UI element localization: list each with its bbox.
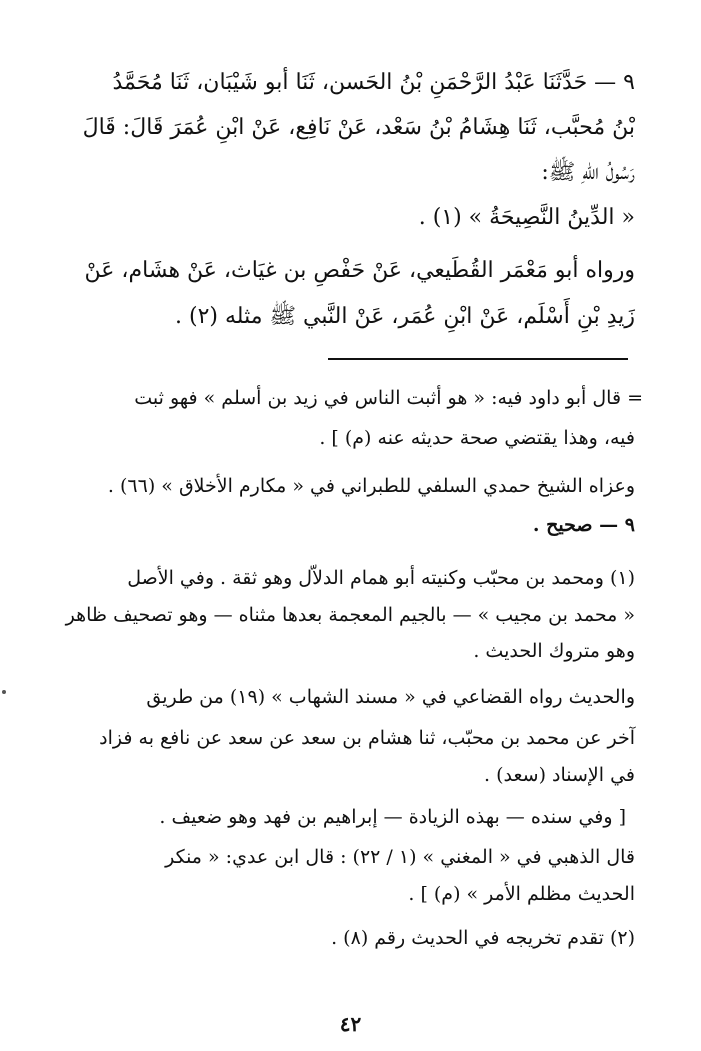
- hadith-text: « الدِّينُ النَّصِيحَةُ » (١) .: [418, 205, 635, 230]
- hadith-line-6: زَيدِ بْنِ أَسْلَم، عَنْ ابْنِ عُمَر، عَنْ النَّبي ﷺ مثله (٢) .: [175, 304, 635, 329]
- page-number: ٤٢: [339, 1012, 362, 1036]
- footnote-separator: [328, 358, 628, 360]
- footnote-line-10: في الإسناد (سعد) .: [484, 764, 635, 786]
- footnote-line-11: [ وفي سنده — بهذه الزيادة — إبراهيم بن فهد وهو ضعيف .: [159, 806, 626, 828]
- grading-heading: ٩ — صحيح .: [532, 514, 635, 536]
- footnote-line-1: = قال أبو داود فيه: « هو أثبت الناس في زيد بن أسلم » فهو ثبت: [134, 387, 643, 409]
- hadith-line-5: ورواه أبو مَعْمَر القُطَيعي، عَنْ حَفْصِ بن غيَاث، عَنْ هشَام، عَنْ: [84, 258, 635, 283]
- footnote-line-5: (١) ومحمد بن محبّب وكنيته أبو همام الدلاّل وهو ثقة . وفي الأصل: [127, 567, 635, 589]
- footnote-line-12: قال الذهبي في « المغني » (١ / ٢٢) : قال ابن عدي: « منكر: [165, 846, 635, 868]
- footnote-line-6: « محمد بن مجيب » — بالجيم المعجمة بعدها مثناه — وهو تصحيف ظاهر: [65, 604, 635, 626]
- footnote-line-9: آخر عن محمد بن محبّب، ثنا هشام بن سعد عن سعد عن نافع به فزاد: [99, 727, 635, 749]
- footnote-line-13: الحديث مظلم الأمر » (م) ] .: [408, 883, 635, 905]
- footnote-line-3: وعزاه الشيخ حمدي السلفي للطبراني في « مكارم الأخلاق » (٦٦) .: [107, 475, 635, 497]
- hadith-line-2: بْنُ مُحبَّب، ثَنَا هِشَامُ بْنُ سَعْد، عَنْ نَافِع، عَنْ ابْنِ عُمَرَ قَالَ: قَالَ: [82, 115, 635, 140]
- footnote-line-8: والحديث رواه القضاعي في « مسند الشهاب » (١٩) من طريق: [146, 686, 635, 708]
- footnote-line-14: (٢) تقدم تخريجه في الحديث رقم (٨) .: [331, 927, 635, 949]
- hadith-line-3: رَسُولُ اللهِ ﷺ:: [541, 160, 635, 185]
- footnote-line-2: فيه، وهذا يقتضي صحة حديثه عنه (م) ] .: [319, 427, 635, 449]
- footnote-line-7: وهو متروك الحديث .: [473, 640, 635, 662]
- margin-dot: [2, 690, 6, 694]
- hadith-line-1: ٩ — حَدَّثَنَا عَبْدُ الرَّحْمَنِ بْنُ الحَسن، ثَنَا أبو شَيْبَان، ثَنَا مُحَمَّدُ: [112, 70, 635, 95]
